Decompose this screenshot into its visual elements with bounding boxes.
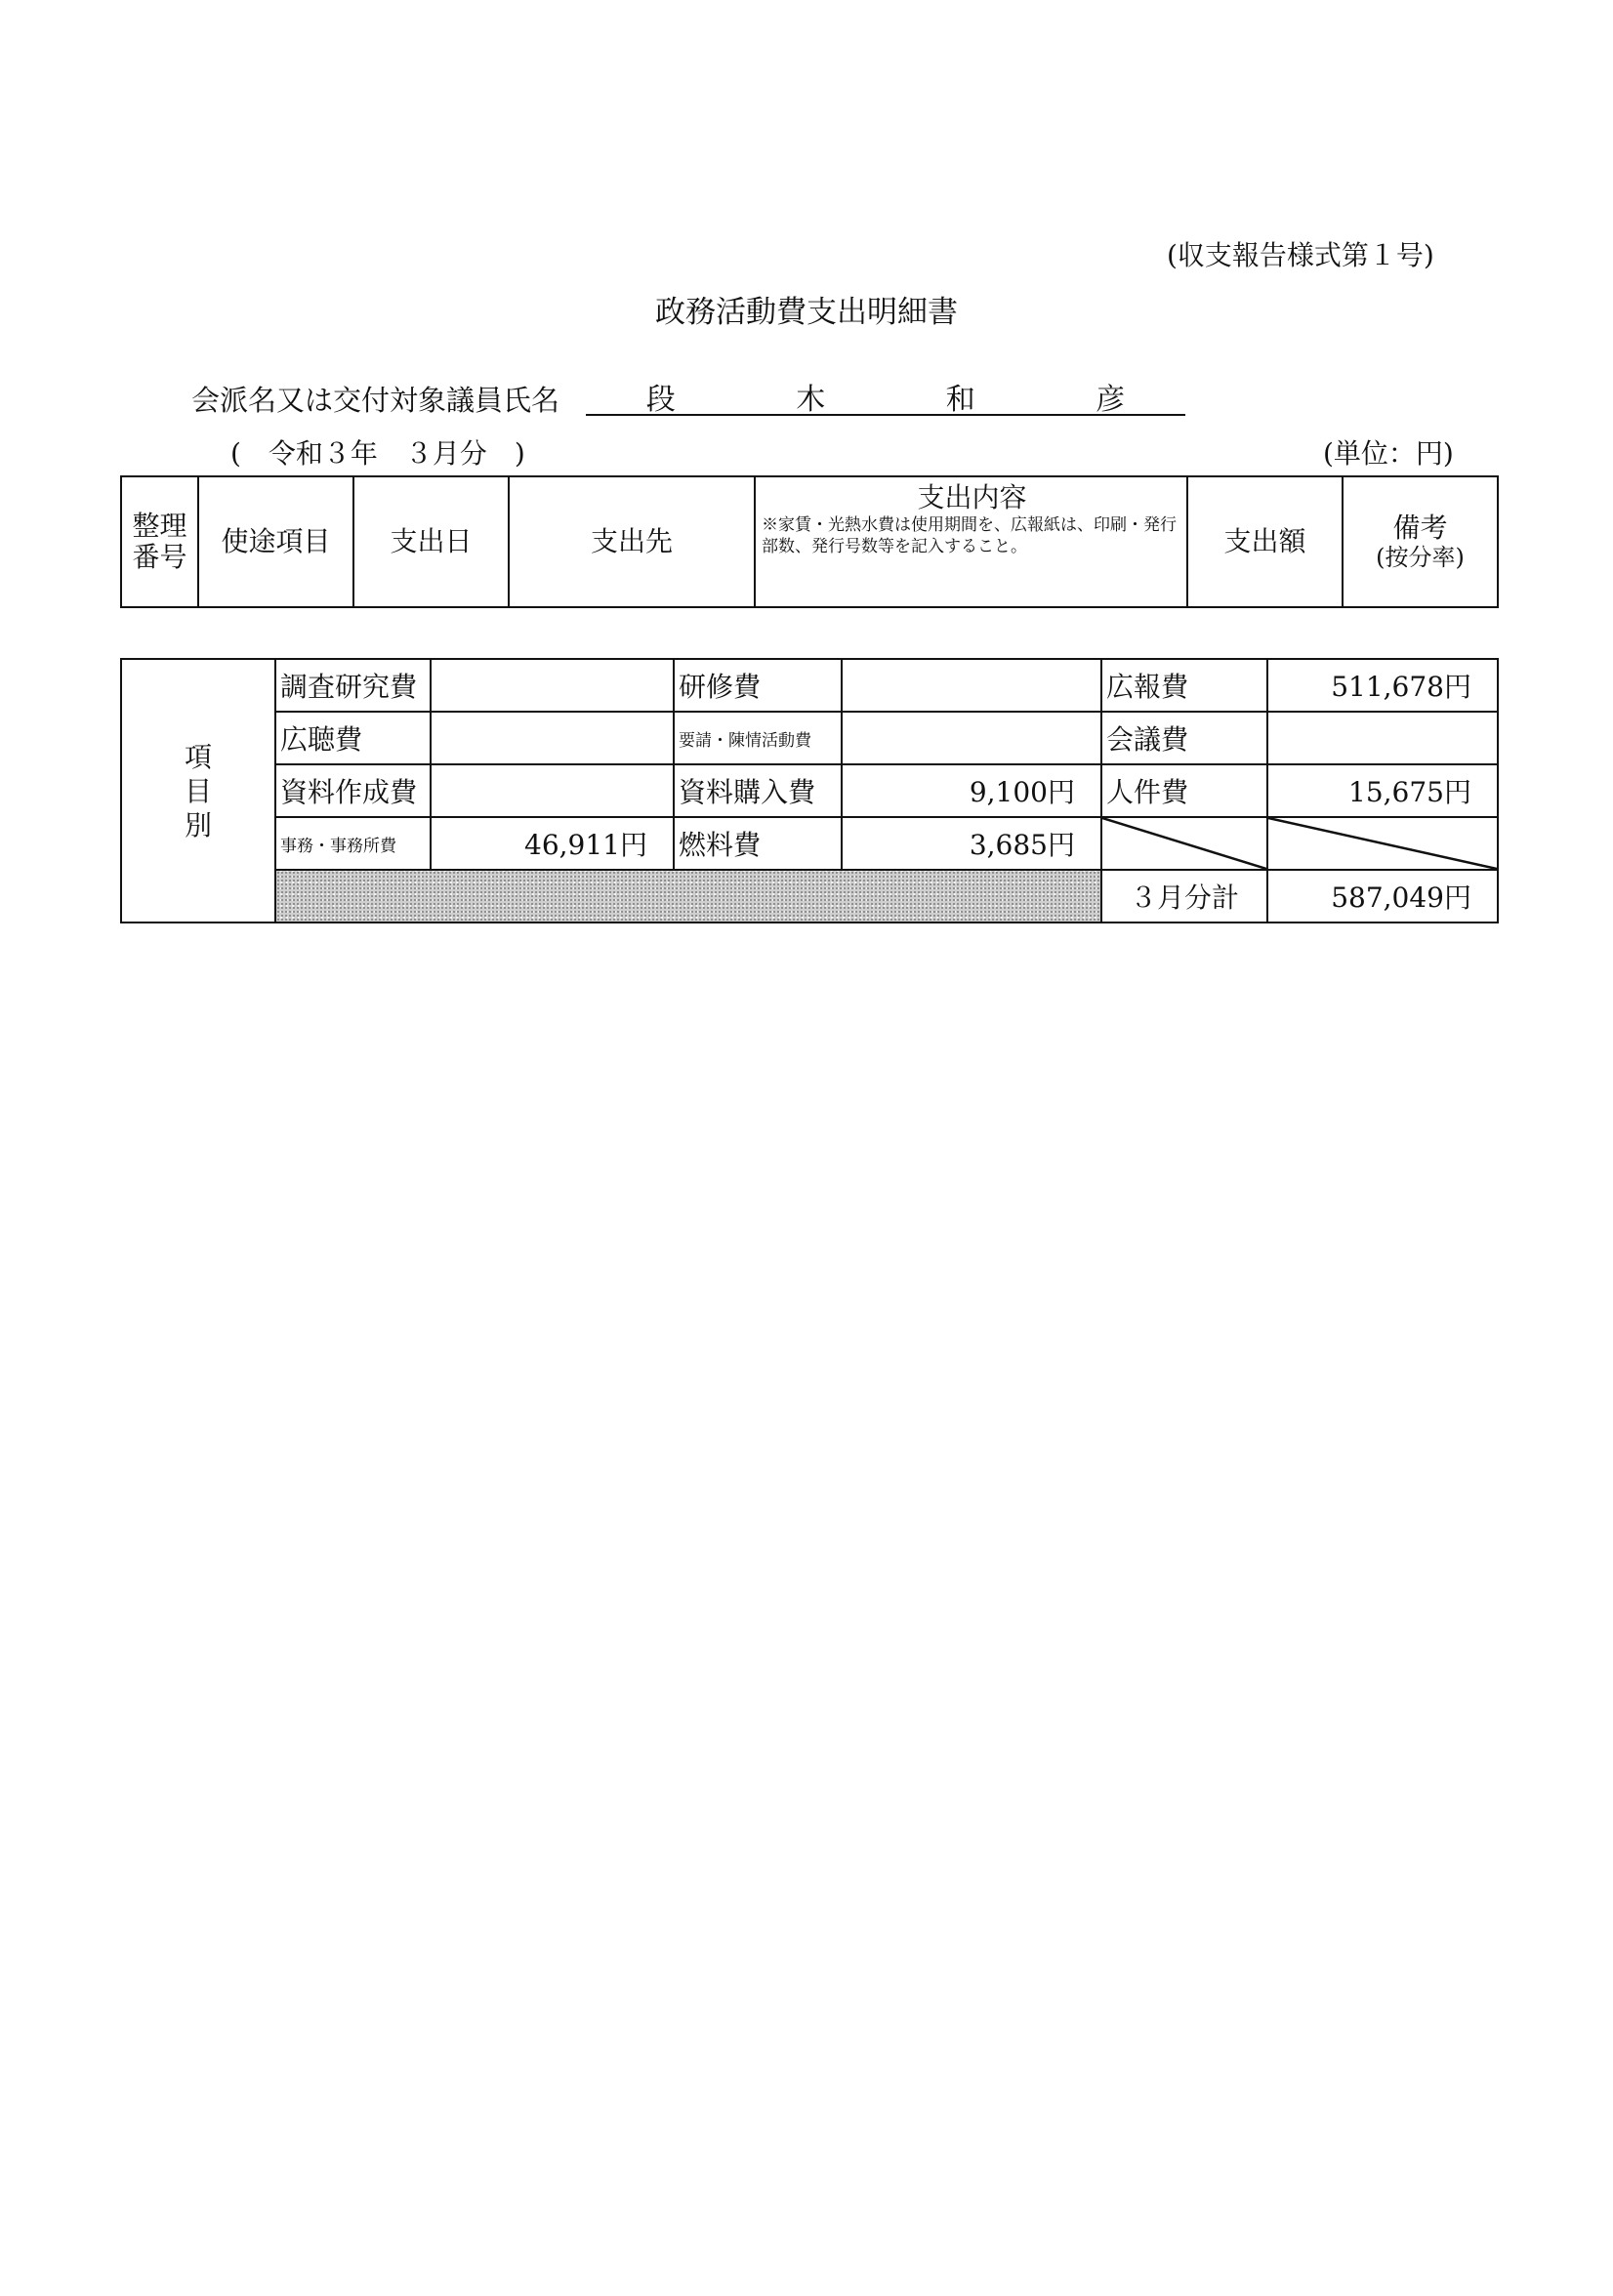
header-content: [755, 476, 1187, 607]
category-label: 資料作成費: [275, 764, 431, 817]
category-amount: [842, 712, 1101, 764]
header-no-text: 整理番号: [132, 509, 187, 573]
header-date: 支出日: [353, 476, 509, 607]
header-remarks-title: 備考: [1392, 511, 1448, 544]
crossed-out-cell: [1267, 817, 1498, 870]
category-label: 会議費: [1101, 712, 1267, 764]
member-name-char: 木: [796, 383, 826, 417]
category-amount: [431, 764, 674, 817]
shaded-area: [275, 870, 1101, 922]
category-side-text: 項 目 別: [184, 740, 212, 841]
category-amount: [1267, 712, 1498, 764]
monthly-total-amount: 587,049円: [1267, 870, 1498, 922]
category-label: 研修費: [674, 659, 842, 712]
header-content-note: ※家賃・光熱水費は使用期間を、広報紙は、印刷・発行部数、発行号数等を記入すること。: [762, 514, 1177, 556]
category-side-label: [121, 659, 275, 922]
member-name-char: 和: [945, 383, 975, 417]
header-no: [121, 476, 198, 607]
category-amount: 9,100円: [842, 764, 1101, 817]
category-label: 調査研究費: [275, 659, 431, 712]
crossed-out-cell: [1101, 817, 1267, 870]
form-number: (収支報告様式第１号): [1167, 239, 1434, 271]
member-name-char: 彦: [1096, 383, 1126, 417]
category-amount: [431, 712, 674, 764]
expenditure-header-table: [120, 475, 1499, 608]
header-purpose: 使途項目: [198, 476, 353, 607]
category-summary-table: [120, 658, 1499, 923]
header-remarks-sub: (按分率): [1376, 544, 1465, 572]
category-amount: 511,678円: [1267, 659, 1498, 712]
header-payee: 支出先: [509, 476, 755, 607]
unit-label: (単位：円): [1323, 437, 1454, 470]
category-label: 広聴費: [275, 712, 431, 764]
category-amount: 15,675円: [1267, 764, 1498, 817]
category-label: 人件費: [1101, 764, 1267, 817]
header-remarks: [1343, 476, 1498, 607]
category-amount: [842, 659, 1101, 712]
monthly-total-label: ３月分計: [1101, 870, 1267, 922]
category-label: 事務・事務所費: [275, 817, 431, 870]
header-amount: 支出額: [1187, 476, 1343, 607]
member-label: 会派名又は交付対象議員氏名: [191, 384, 560, 417]
member-name: [586, 375, 1185, 418]
member-name-char: 段: [645, 383, 676, 417]
category-amount: 3,685円: [842, 817, 1101, 870]
category-amount: 46,911円: [431, 817, 674, 870]
category-label: 燃料費: [674, 817, 842, 870]
category-label: 要請・陳情活動費: [674, 712, 842, 764]
report-period: ( 令和３年 ３月分 ): [230, 437, 525, 470]
header-content-title: 支出内容: [917, 481, 1027, 513]
category-amount: [431, 659, 674, 712]
document-title: 政務活動費支出明細書: [655, 295, 958, 330]
category-label: 資料購入費: [674, 764, 842, 817]
category-label: 広報費: [1101, 659, 1267, 712]
